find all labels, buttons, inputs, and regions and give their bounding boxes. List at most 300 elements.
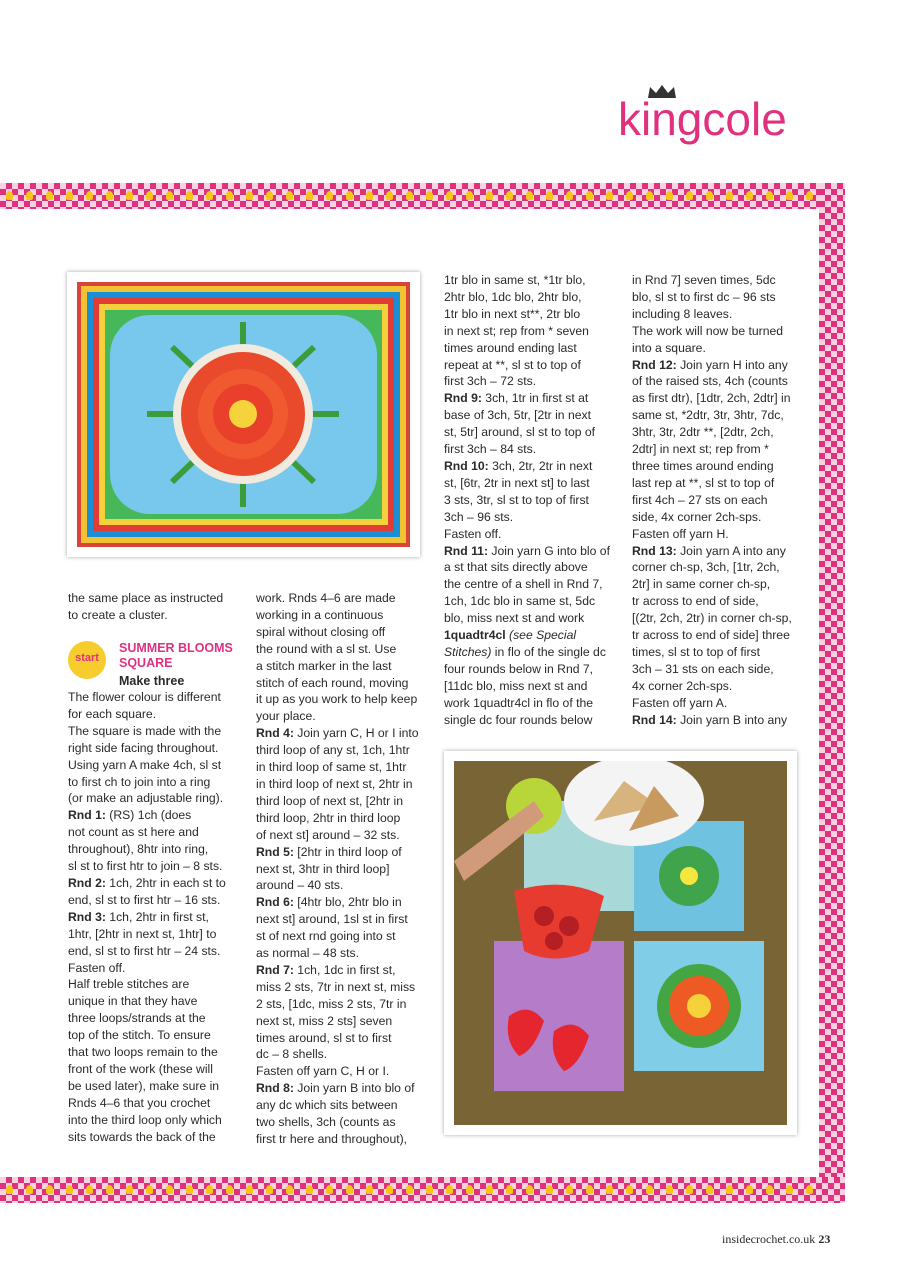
flower-motif [366, 191, 373, 200]
flower-motif [326, 191, 333, 200]
bold-run: Rnd 6: [256, 895, 294, 910]
flower-motif [306, 1185, 313, 1194]
text-line [444, 661, 624, 678]
text-line [632, 712, 812, 729]
text-run: 3 sts, 3tr, sl st to top of first [444, 492, 589, 507]
text-run: 1ch, 2htr in first st, [105, 909, 209, 924]
text-line [256, 928, 436, 945]
bold-run: Rnd 5: [256, 844, 294, 859]
text-run: the centre of a shell in Rnd 7, [444, 577, 603, 592]
text-run: Half treble stitches are [68, 977, 190, 992]
bold-run: Rnd 1: [68, 808, 106, 823]
text-run: first 4ch – 27 sts on each [632, 492, 768, 507]
text-run: unique in that they have [68, 994, 198, 1009]
flower-motif [6, 191, 13, 200]
text-line [444, 272, 624, 289]
text-run: Join yarn A into any [676, 543, 786, 558]
text-line [632, 289, 812, 306]
text-line [68, 1027, 248, 1044]
text-run: blo, miss next st and work [444, 611, 585, 626]
text-line [444, 543, 624, 560]
text-line [256, 624, 436, 641]
text-run: [11dc blo, miss next st and [444, 678, 588, 693]
flower-motif [406, 1185, 413, 1194]
text-line [256, 945, 436, 962]
flower-motif [106, 1185, 113, 1194]
text-line [68, 689, 248, 706]
text-line [68, 858, 248, 875]
text-run: around – 40 sts. [256, 878, 344, 893]
flower-motif [766, 1185, 773, 1194]
text-line [256, 1046, 436, 1063]
text-line [68, 976, 248, 993]
text-line [444, 576, 624, 593]
text-line [68, 926, 248, 943]
text-run: 2tr] in same corner ch-sp, [632, 577, 771, 592]
text-run: a stitch marker in the last [256, 658, 392, 673]
text-run: st of next rnd going into st [256, 929, 396, 944]
flower-motif [46, 1185, 53, 1194]
bold-run: Rnd 13: [632, 543, 677, 558]
flower-motif [746, 191, 753, 200]
column-2 [256, 590, 436, 1148]
text-line [68, 706, 248, 723]
flower-motif [286, 1185, 293, 1194]
bold-run: Rnd 7: [256, 962, 294, 977]
text-line [256, 658, 436, 675]
flower-motif [466, 191, 473, 200]
flower-motif [626, 191, 633, 200]
text-line [632, 610, 812, 627]
make-note: Make three [119, 674, 185, 688]
text-run: base of 3ch, 5tr, [2tr in next [444, 408, 592, 423]
text-run: Fasten off yarn C, H or I. [256, 1064, 390, 1079]
flower-motif [346, 1185, 353, 1194]
text-run: (RS) 1ch (does [105, 808, 192, 823]
text-run: miss 2 sts, 7tr in next st, miss [256, 979, 416, 994]
text-line [256, 996, 436, 1013]
bold-run: Rnd 11: [444, 543, 489, 558]
text-run: st, [6tr, 2tr in next st] to last [444, 475, 590, 490]
text-run: right side facing throughout. [68, 740, 219, 755]
logo-text: kingcole [618, 93, 787, 145]
flower-motif [66, 1185, 73, 1194]
text-line [256, 827, 436, 844]
text-line [632, 323, 812, 340]
flower-motif [86, 191, 93, 200]
flower-motif [566, 191, 573, 200]
text-line [68, 960, 248, 977]
text-line: the same place as instructed [68, 591, 224, 605]
text-line [632, 576, 812, 593]
text-line [256, 1114, 436, 1131]
text-run: to first ch to join into a ring [68, 774, 211, 789]
text-line [256, 1097, 436, 1114]
text-line [632, 272, 812, 289]
text-line [256, 776, 436, 793]
text-line [68, 943, 248, 960]
text-line [632, 373, 812, 390]
text-line [256, 708, 436, 725]
flower-motif [306, 191, 313, 200]
text-line [444, 323, 624, 340]
text-line [256, 725, 436, 742]
text-run: dc – 8 shells. [256, 1047, 328, 1062]
text-run: third loop, 2htr in third loop [256, 810, 401, 825]
text-line [68, 1061, 248, 1078]
flower-motif [286, 191, 293, 200]
text-run: in third loop of same st, 1htr [256, 760, 407, 775]
flower-motif [766, 191, 773, 200]
text-run: in Rnd 7] seven times, 5dc [632, 273, 776, 287]
text-line [68, 841, 248, 858]
text-run: in third loop of next st, 2htr in [256, 776, 413, 791]
column-3 [444, 272, 624, 728]
text-line [444, 424, 624, 441]
flower-motif [206, 191, 213, 200]
flower-motif [266, 191, 273, 200]
text-line [68, 875, 248, 892]
text-run: working in a continuous [256, 607, 384, 622]
text-run: Join yarn B into any [676, 712, 788, 727]
text-line [256, 1131, 436, 1148]
column-1-top [68, 590, 243, 624]
text-line [444, 373, 624, 390]
text-run: work 1quadtr4cl in flo of the [444, 695, 594, 710]
text-run: throughout), 8htr into ring, [68, 842, 209, 857]
text-line [68, 807, 248, 824]
text-line [256, 844, 436, 861]
page-footer [722, 1232, 830, 1247]
text-line [256, 675, 436, 692]
flower-motif [486, 191, 493, 200]
text-run: 1ch, 1dc blo in same st, 5dc [444, 594, 596, 609]
flower-motif [66, 191, 73, 200]
granny-square-photo [77, 282, 410, 547]
text-run: next st, 3htr in third loop] [256, 861, 390, 876]
text-run: it up as you work to help keep [256, 692, 418, 707]
text-line [444, 357, 624, 374]
flower-motif [506, 191, 513, 200]
start-badge [68, 641, 106, 679]
flower-motif [106, 191, 113, 200]
start-badge-label: start [75, 652, 99, 664]
text-line [444, 390, 624, 407]
text-line [256, 1063, 436, 1080]
text-line [68, 757, 248, 774]
text-line [444, 289, 624, 306]
flower-motif [646, 191, 653, 200]
text-run: [4htr blo, 2htr blo in [293, 895, 402, 910]
text-run: The work will now be turned [632, 323, 784, 338]
page-number: 23 [818, 1232, 831, 1246]
text-line [632, 475, 812, 492]
text-run: in next st; rep from * seven [444, 323, 589, 338]
section-heading: SUMMER BLOOMS SQUARE [119, 641, 233, 670]
text-line [632, 543, 812, 560]
text-run: last rep at **, sl st to top of [632, 475, 775, 490]
flower-motif [586, 191, 593, 200]
text-line [68, 909, 248, 926]
text-line [632, 390, 812, 407]
flower-motif [566, 1185, 573, 1194]
text-line [256, 810, 436, 827]
text-run: 1ch, 1dc in first st, [293, 962, 396, 977]
text-line [632, 492, 812, 509]
text-run: single dc four rounds below [444, 712, 593, 727]
text-line [68, 790, 248, 807]
text-run: Fasten off yarn A. [632, 695, 728, 710]
text-line [256, 793, 436, 810]
flower-motif [546, 1185, 553, 1194]
text-run: The square is made with the [68, 723, 222, 738]
text-line [444, 559, 624, 576]
flower-motif [446, 191, 453, 200]
gingham-border-right [819, 183, 845, 1203]
flower-motif [466, 1185, 473, 1194]
text-run: [(2tr, 2ch, 2tr) in corner ch-sp, [632, 611, 792, 626]
flower-motif [166, 1185, 173, 1194]
flower-motif [546, 191, 553, 200]
text-run: Rnds 4–6 that you crochet [68, 1095, 211, 1110]
text-run: 2dtr] in next st; rep from * [632, 442, 769, 457]
text-line [256, 590, 436, 607]
text-run: 1htr, [2htr in next st, 1htr] to [68, 926, 217, 941]
bold-run: 1quadtr4cl [444, 628, 506, 643]
text-run: any dc which sits between [256, 1098, 398, 1113]
bold-run: Rnd 9: [444, 391, 482, 406]
text-run: 1tr blo in next st**, 2tr blo [444, 306, 581, 321]
text-run: a st that sits directly above [444, 560, 588, 575]
flower-motif [226, 191, 233, 200]
text-line [632, 407, 812, 424]
flower-motif [706, 191, 713, 200]
text-line [444, 475, 624, 492]
text-run: 2htr blo, 1dc blo, 2htr blo, [444, 289, 582, 304]
text-line [68, 892, 248, 909]
text-run: Fasten off. [68, 960, 126, 975]
flower-motif [46, 191, 53, 200]
text-line [68, 1010, 248, 1027]
text-line: to create a cluster. [68, 607, 168, 622]
flower-motif [666, 1185, 673, 1194]
text-run: sits towards the back of the [68, 1129, 216, 1144]
text-line [632, 526, 812, 543]
text-run: tr across to end of side] three [632, 628, 790, 643]
text-run: 4x corner 2ch-sps. [632, 678, 733, 693]
text-line [632, 593, 812, 610]
flower-motif [706, 1185, 713, 1194]
text-run: of the raised sts, 4ch (counts [632, 374, 788, 389]
flower-motif [406, 191, 413, 200]
flower-motif [126, 1185, 133, 1194]
flower-motif [126, 191, 133, 200]
text-line [68, 1112, 248, 1129]
flower-motif [6, 1185, 13, 1194]
flower-motif [86, 1185, 93, 1194]
flower-row-bottom [6, 1185, 813, 1194]
flower-motif [386, 191, 393, 200]
text-run: not count as st here and [68, 825, 199, 840]
text-line [444, 492, 624, 509]
text-line [632, 306, 812, 323]
text-run: corner ch-sp, 3ch, [1tr, 2ch, [632, 560, 780, 575]
bold-run: Rnd 3: [68, 909, 106, 924]
text-line [444, 340, 624, 357]
text-run: next st, miss 2 sts] seven [256, 1013, 393, 1028]
text-run: three times around ending [632, 458, 774, 473]
top-photo-frame [67, 272, 420, 557]
text-line [68, 993, 248, 1010]
text-run: same st, *2dtr, 3tr, 3htr, 7dc, [632, 408, 784, 423]
text-run: first 3ch – 84 sts. [444, 442, 537, 457]
text-run: third loop of any st, 1ch, 1htr [256, 743, 410, 758]
text-line [68, 740, 248, 757]
text-run: 3ch, 1tr in first st at [481, 391, 589, 406]
text-run: 1tr blo in same st, *1tr blo, [444, 273, 586, 287]
text-run: Join yarn B into blo of [293, 1081, 415, 1096]
text-run: times around, sl st to first [256, 1030, 392, 1045]
text-run: of next st] around – 32 sts. [256, 827, 400, 842]
text-line [256, 641, 436, 658]
text-run: (or make an adjustable ring). [68, 791, 224, 806]
text-run: 3ch – 31 sts on each side, [632, 661, 774, 676]
text-run: The flower colour is different [68, 690, 221, 704]
text-run: including 8 leaves. [632, 306, 733, 321]
text-run: as first dtr), [1dtr, 2ch, 2dtr] in [632, 391, 791, 406]
flower-motif [686, 191, 693, 200]
text-run: your place. [256, 709, 316, 724]
text-run: in flo of the single dc [491, 644, 606, 659]
text-run: st, 5tr] around, sl st to top of [444, 425, 596, 440]
text-line [256, 742, 436, 759]
text-line [444, 712, 624, 729]
text-line [444, 644, 624, 661]
text-run: end, sl st to first htr – 16 sts. [68, 892, 221, 907]
flower-motif [666, 191, 673, 200]
text-line [632, 559, 812, 576]
flower-motif [686, 1185, 693, 1194]
flower-motif [246, 191, 253, 200]
text-line [256, 979, 436, 996]
text-run: Join yarn G into blo of [488, 543, 610, 558]
bold-run: Rnd 14: [632, 712, 677, 727]
flower-motif [226, 1185, 233, 1194]
flower-motif [806, 1185, 813, 1194]
flower-motif [726, 1185, 733, 1194]
flower-motif [746, 1185, 753, 1194]
text-line [256, 861, 436, 878]
text-run: into the third loop only which [68, 1112, 222, 1127]
text-line [256, 894, 436, 911]
flower-row-top [6, 191, 813, 200]
text-run: Fasten off. [444, 526, 502, 541]
text-line [444, 695, 624, 712]
text-line [256, 607, 436, 624]
flower-motif [326, 1185, 333, 1194]
column-1 [68, 689, 248, 1145]
column-4 [632, 272, 812, 728]
text-line [444, 610, 624, 627]
flower-motif [346, 191, 353, 200]
flower-motif [526, 191, 533, 200]
text-run: first 3ch – 72 sts. [444, 374, 537, 389]
text-line [256, 691, 436, 708]
text-line [632, 695, 812, 712]
text-run: 3ch – 96 sts. [444, 509, 514, 524]
bold-run: Rnd 4: [256, 726, 294, 741]
text-line [444, 593, 624, 610]
text-run: as normal – 48 sts. [256, 946, 359, 961]
text-run: first tr here and throughout), [256, 1132, 408, 1146]
flower-motif [506, 1185, 513, 1194]
text-run: work. Rnds 4–6 are made [256, 591, 396, 605]
text-line [444, 441, 624, 458]
text-run: for each square. [68, 706, 157, 721]
text-line [256, 759, 436, 776]
text-run: tr across to end of side, [632, 594, 759, 609]
text-line [632, 644, 812, 661]
text-run: side, 4x corner 2ch-sps. [632, 509, 762, 524]
text-line [632, 340, 812, 357]
text-line [68, 1129, 248, 1146]
flower-motif [186, 1185, 193, 1194]
flower-motif [586, 1185, 593, 1194]
flower-motif [206, 1185, 213, 1194]
text-line [444, 526, 624, 543]
text-line [632, 458, 812, 475]
flower-motif [786, 1185, 793, 1194]
text-run: top of the stitch. To ensure [68, 1028, 211, 1043]
bold-run: Rnd 12: [632, 357, 677, 372]
text-line [256, 1013, 436, 1030]
text-run: third loop of next st, [2htr in [256, 793, 404, 808]
flower-motif [266, 1185, 273, 1194]
text-line [68, 824, 248, 841]
text-line [256, 1080, 436, 1097]
text-run: 2 sts, [1dc, miss 2 sts, 7tr in [256, 996, 407, 1011]
text-line [632, 441, 812, 458]
text-run: be used later), make sure in [68, 1078, 220, 1093]
text-line [256, 962, 436, 979]
text-line [256, 911, 436, 928]
text-run: front of the work (these will [68, 1061, 213, 1076]
text-line [444, 458, 624, 475]
text-run: Fasten off yarn H. [632, 526, 729, 541]
kingcole-logo [618, 82, 848, 152]
flower-motif [486, 1185, 493, 1194]
flower-motif [386, 1185, 393, 1194]
flower-motif [806, 191, 813, 200]
flower-motif [26, 191, 33, 200]
text-run: end, sl st to first htr – 24 sts. [68, 943, 221, 958]
text-line [444, 407, 624, 424]
text-run: 3ch, 2tr, 2tr in next [488, 458, 593, 473]
text-line [632, 424, 812, 441]
bottom-photo-frame [444, 751, 797, 1135]
text-run: times around ending last [444, 340, 577, 355]
text-line [444, 509, 624, 526]
picnic-blanket-photo [454, 761, 787, 1125]
text-line [632, 627, 812, 644]
text-line [68, 1095, 248, 1112]
text-line [68, 1044, 248, 1061]
text-run: spiral without closing off [256, 624, 386, 639]
text-run: 1ch, 2htr in each st to [105, 875, 226, 890]
footer-site: insidecrochet.co.uk [722, 1232, 816, 1246]
flower-motif [606, 191, 613, 200]
flower-motif [26, 1185, 33, 1194]
